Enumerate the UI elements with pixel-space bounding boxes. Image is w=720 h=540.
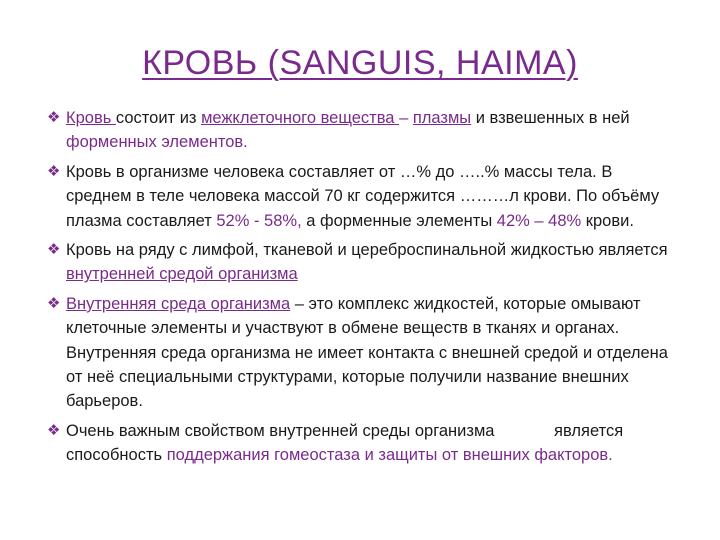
plasma-percent: 52% - 58%, <box>216 211 302 230</box>
term-internal-environment: внутренней средой организма <box>66 265 298 284</box>
page-title: КРОВЬ (SANGUIS, HAIMA) <box>142 44 578 82</box>
item-text: – это комплекс жидкостей, которые омывают клеточные элементы и участвуют в обмене веществ в тканях и органах. Внутренняя среда организма не имеет контакта с внешней средой и отделена от неё специальными структурами, которые получили название внешних барьеров. <box>66 294 668 411</box>
item-text: а форменные элементы <box>301 211 497 230</box>
list-item <box>46 106 682 155</box>
diamond-bullet-icon: ❖ <box>47 294 61 312</box>
term-formed-elements: форменных элементов. <box>66 133 248 152</box>
term-homeostasis: поддержания гомеостаза и защиты от внешних факторов. <box>166 446 613 465</box>
item-text: состоит из <box>115 109 202 127</box>
list-item <box>46 160 682 233</box>
diamond-bullet-icon: ❖ <box>47 162 61 180</box>
item-text: и взвешенных в ней <box>471 109 630 127</box>
term-plasma: плазмы <box>412 109 472 127</box>
diamond-bullet-icon: ❖ <box>47 241 61 259</box>
item-text: – <box>399 109 413 127</box>
diamond-bullet-icon: ❖ <box>47 109 61 126</box>
list-item <box>46 238 682 287</box>
item-text: крови. <box>581 211 634 230</box>
term-krov: Кровь <box>66 109 116 127</box>
formed-percent: 42% – 48% <box>496 211 582 230</box>
term-internal-environment: Внутренняя среда организма <box>66 294 291 313</box>
item-text: Кровь на ряду с лимфой, тканевой и цереброспинальной жидкостью является <box>66 241 668 260</box>
diamond-bullet-icon: ❖ <box>47 421 61 439</box>
term-intercellular: межклеточного вещества <box>201 109 400 127</box>
item-text: Очень важным свойством внутренней среды организма является способность <box>66 421 628 465</box>
list-item <box>46 292 682 414</box>
bullet-list <box>46 106 682 473</box>
list-item <box>46 419 682 468</box>
item-text: Кровь в организме человека составляет от …% до …..% массы тела. В среднем в теле человека массой 70 кг содержится ………л крови. По объёму плазма составляет <box>66 162 660 230</box>
